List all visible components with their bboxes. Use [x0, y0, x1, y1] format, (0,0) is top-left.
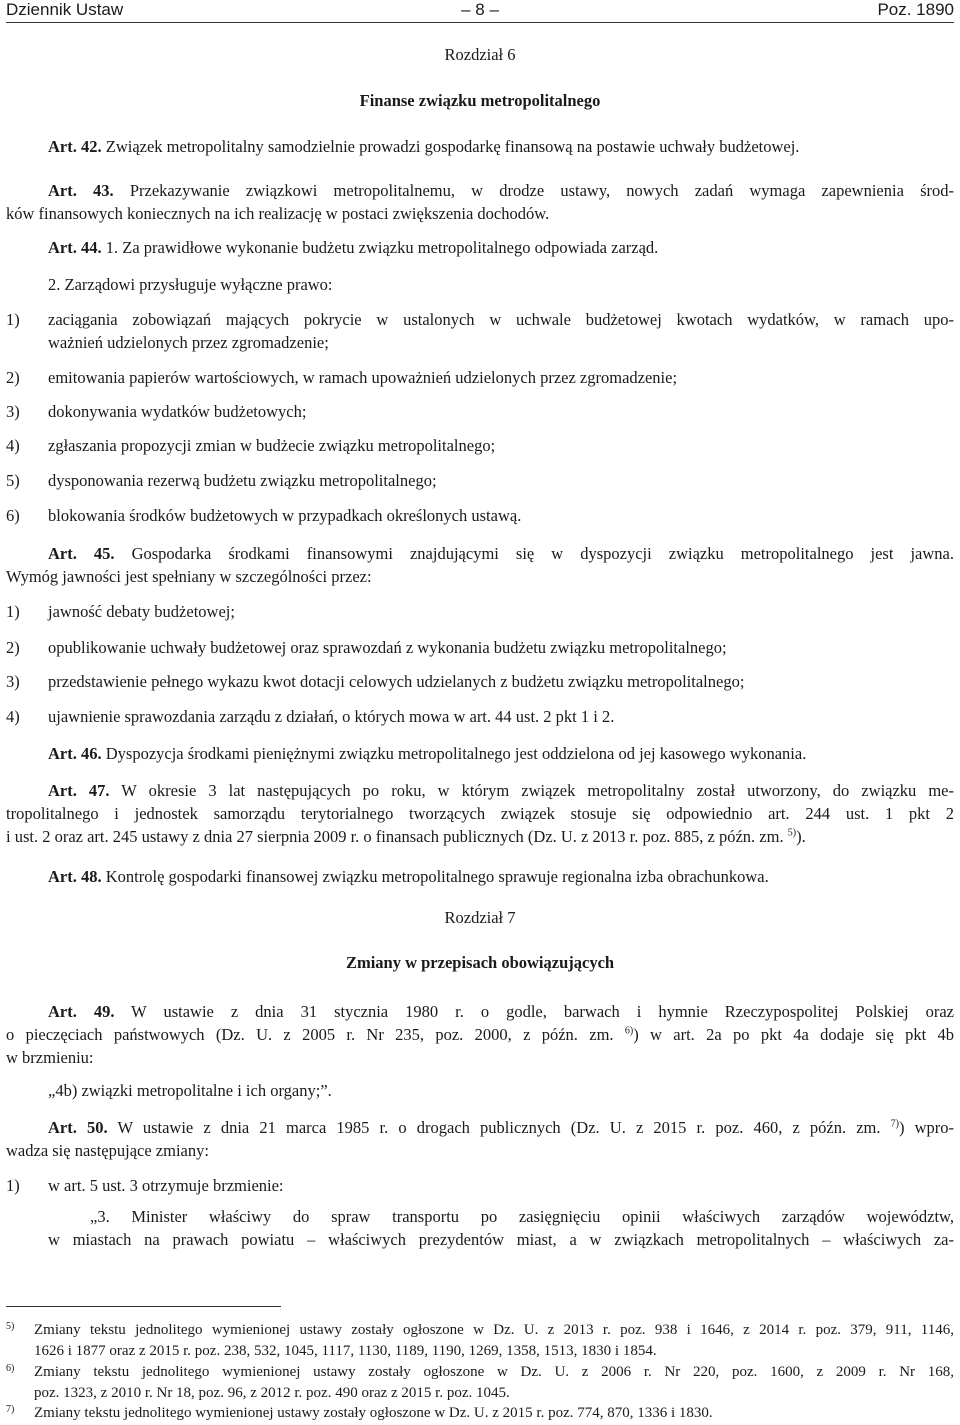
art-44-item-4-num: 4) — [6, 436, 20, 455]
art-49-label: Art. 49. — [48, 1002, 115, 1021]
art-45-label: Art. 45. — [48, 544, 115, 563]
art-45-line-2: Wymóg jawności jest spełniany w szczególności przez: — [6, 567, 372, 586]
art-44-item-6: blokowania środków budżetowych w przypadkach określonych ustawą. — [48, 506, 522, 525]
art-44-item-1-line-2: ważnień udzielonych przez zgromadzenie; — [48, 333, 329, 352]
art-48-label: Art. 48. — [48, 867, 102, 886]
art-44-para-2: 2. Zarządowi przysługuje wyłączne prawo: — [48, 275, 333, 294]
art-45-item-4-num: 4) — [6, 707, 20, 726]
art-43-line-2: ków finansowych koniecznych na ich realizację w postaci zwiększenia dochodów. — [6, 204, 550, 223]
art-44-item-3: dokonywania wydatków budżetowych; — [48, 402, 307, 421]
art-50-quote-line-1: „3. Minister właściwy do spraw transportu po zasięgnięciu opinii właściwych zarządów województw, — [90, 1207, 954, 1226]
art-44-item-2-num: 2) — [6, 368, 20, 387]
art-42-label: Art. 42. — [48, 137, 102, 156]
footnote-6-line-1: Zmiany tekstu jednolitego wymienionej ustawy zostały ogłoszone w Dz. U. z 2006 r. Nr 220, poz. 1600, z 2009 r. Nr 168, — [34, 1364, 954, 1380]
chapter-6-title: Rozdział 6 — [444, 45, 516, 64]
art-44-item-2: emitowania papierów wartościowych, w ramach upoważnień udzielonych przez zgromadzenie; — [48, 368, 678, 387]
footnote-7-mark: 7) — [6, 1404, 15, 1415]
art-45-item-4: ujawnienie sprawozdania zarządu z działań, o których mowa w art. 44 ust. 2 pkt 1 i 2. — [48, 707, 615, 726]
chapter-6-heading: Finanse związku metropolitalnego — [359, 91, 601, 110]
art-49-quote: „4b) związki metropolitalne i ich organy;”. — [48, 1081, 332, 1100]
art-45-item-1-num: 1) — [6, 602, 20, 621]
header-rule — [6, 22, 954, 23]
art-44-label: Art. 44. — [48, 238, 102, 257]
art-50-item-1: w art. 5 ust. 3 otrzymuje brzmienie: — [48, 1176, 284, 1195]
footnote-ref-7[interactable]: 7) — [890, 1118, 899, 1130]
art-50-line-1: Art. 50. W ustawie z dnia 21 marca 1985 r. o drogach publicznych (Dz. U. z 2015 r. poz. 460, z późn. zm. $^{7)}$) wpro- — [48, 1118, 955, 1137]
footnote-5-mark: 5) — [6, 1321, 15, 1332]
art-45-item-2-num: 2) — [6, 638, 20, 657]
art-44-item-1-line-1: zaciągania zobowiązań mających pokrycie w ustalonych w uchwale budżetowej kwotach wydatków, w ramach upo- — [48, 310, 954, 329]
art-43-label: Art. 43. — [48, 181, 114, 200]
chapter-7-heading: Zmiany w przepisach obowiązujących — [345, 953, 615, 972]
art-46-label: Art. 46. — [48, 744, 102, 763]
art-47-line-1: Art. 47. W okresie 3 lat następujących po roku, w którym związek metropolitalny został utworzony, do związku me- — [48, 781, 955, 800]
art-44-item-3-num: 3) — [6, 402, 20, 421]
art-48: Art. 48. Kontrolę gospodarki finansowej związku metropolitalnego sprawuje regionalna izba obrachunkowa. — [48, 867, 769, 886]
art-46: Art. 46. Dyspozycja środkami pieniężnymi związku metropolitalnego jest oddzielona od jej kasowego wykonania. — [48, 744, 807, 763]
art-50-label: Art. 50. — [48, 1118, 108, 1137]
art-42 — [48, 135, 954, 158]
art-43-line-1: Art. 43. Przekazywanie związkowi metropolitalnemu, w drodze ustawy, nowych zadań wymaga zapewnienia środ- — [48, 181, 954, 200]
art-50-item-1-num: 1) — [6, 1176, 20, 1195]
art-44-item-1-num: 1) — [6, 310, 20, 329]
art-44-item-5-num: 5) — [6, 471, 20, 490]
art-44-item-5: dysponowania rezerwą budżetu związku metropolitalnego; — [48, 471, 437, 490]
art-47-line-2: tropolitalnego i jednostek samorządu terytorialnego tworzących związek stosuje się odpowiednio art. 244 ust. 1 pkt 2 — [6, 804, 954, 823]
art-49-line-3: w brzmieniu: — [6, 1048, 94, 1067]
art-50-quote-line-2: w miastach na prawach powiatu – właściwych prezydentów miast, a w związkach metropolitalnych – właściwych za- — [48, 1230, 954, 1249]
art-45-item-2: opublikowanie uchwały budżetowej oraz sprawozdań z wykonania budżetu związku metropolitalnego; — [48, 638, 727, 657]
art-50-line-2: wadza się następujące zmiany: — [6, 1141, 209, 1160]
art-47-line-3: i ust. 2 oraz art. 245 ustawy z dnia 27 sierpnia 2009 r. o finansach publicznych (Dz. U. z 2013 r. poz. 885, z późn. zm. $^{5)}$). — [6, 827, 806, 846]
art-45-item-3-num: 3) — [6, 672, 20, 691]
page-number: – 8 – — [461, 0, 499, 19]
art-42-text: Związek metropolitalny samodzielnie prowadzi gospodarkę finansową na postawie uchwały budżetowej. — [101, 137, 800, 156]
position-number: Poz. 1890 — [877, 0, 954, 19]
footnote-6-line-2: poz. 1323, z 2010 r. Nr 18, poz. 96, z 2012 r. poz. 490 oraz z 2015 r. poz. 1045. — [34, 1385, 510, 1401]
art-49-line-1: Art. 49. W ustawie z dnia 31 stycznia 1980 r. o godle, barwach i hymnie Rzeczypospolitej Polskiej oraz — [48, 1002, 954, 1021]
art-49-line-2: o pieczęciach państwowych (Dz. U. z 2005 r. Nr 235, poz. 2000, z późn. zm. $^{6)}$) w art. 2a po pkt 4a dodaje się pkt 4b — [6, 1025, 954, 1044]
footnote-rule — [6, 1306, 281, 1307]
art-44-item-4: zgłaszania propozycji zmian w budżecie związku metropolitalnego; — [48, 436, 496, 455]
footnote-ref-6[interactable]: 6) — [624, 1025, 634, 1037]
page-header — [6, 0, 954, 20]
footnote-ref-5[interactable]: 5) — [787, 827, 797, 839]
footnote-6-mark: 6) — [6, 1363, 15, 1374]
art-45-item-3: przedstawienie pełnego wykazu kwot dotacji celowych udzielanych z budżetu związku metropolitalnego; — [48, 672, 745, 691]
footnote-7-line-1: Zmiany tekstu jednolitego wymienionej ustawy zostały ogłoszone w Dz. U. z 2015 r. poz. 774, 870, 1336 i 1830. — [34, 1405, 713, 1421]
art-45-item-1: jawność debaty budżetowej; — [48, 602, 235, 621]
art-44-para-1: Art. 44. 1. Za prawidłowe wykonanie budżetu związku metropolitalnego odpowiada zarząd. — [48, 238, 659, 257]
footnote-5-line-2: 1626 i 1877 oraz z 2015 r. poz. 238, 532, 1045, 1117, 1130, 1189, 1190, 1269, 1358, 1513, 1830 i 1854. — [34, 1343, 657, 1359]
journal-name: Dziennik Ustaw — [6, 0, 124, 19]
footnote-5-line-1: Zmiany tekstu jednolitego wymienionej ustawy zostały ogłoszone w Dz. U. z 2013 r. poz. 938 i 1646, z 2014 r. poz. 379, 911, 1146, — [34, 1322, 954, 1338]
chapter-7-title: Rozdział 7 — [444, 908, 516, 927]
art-45-line-1: Art. 45. Gospodarka środkami finansowymi znajdującymi się w dyspozycji związku metropolitalnego jest jawna. — [48, 544, 954, 563]
art-44-item-6-num: 6) — [6, 506, 20, 525]
art-47-label: Art. 47. — [48, 781, 110, 800]
